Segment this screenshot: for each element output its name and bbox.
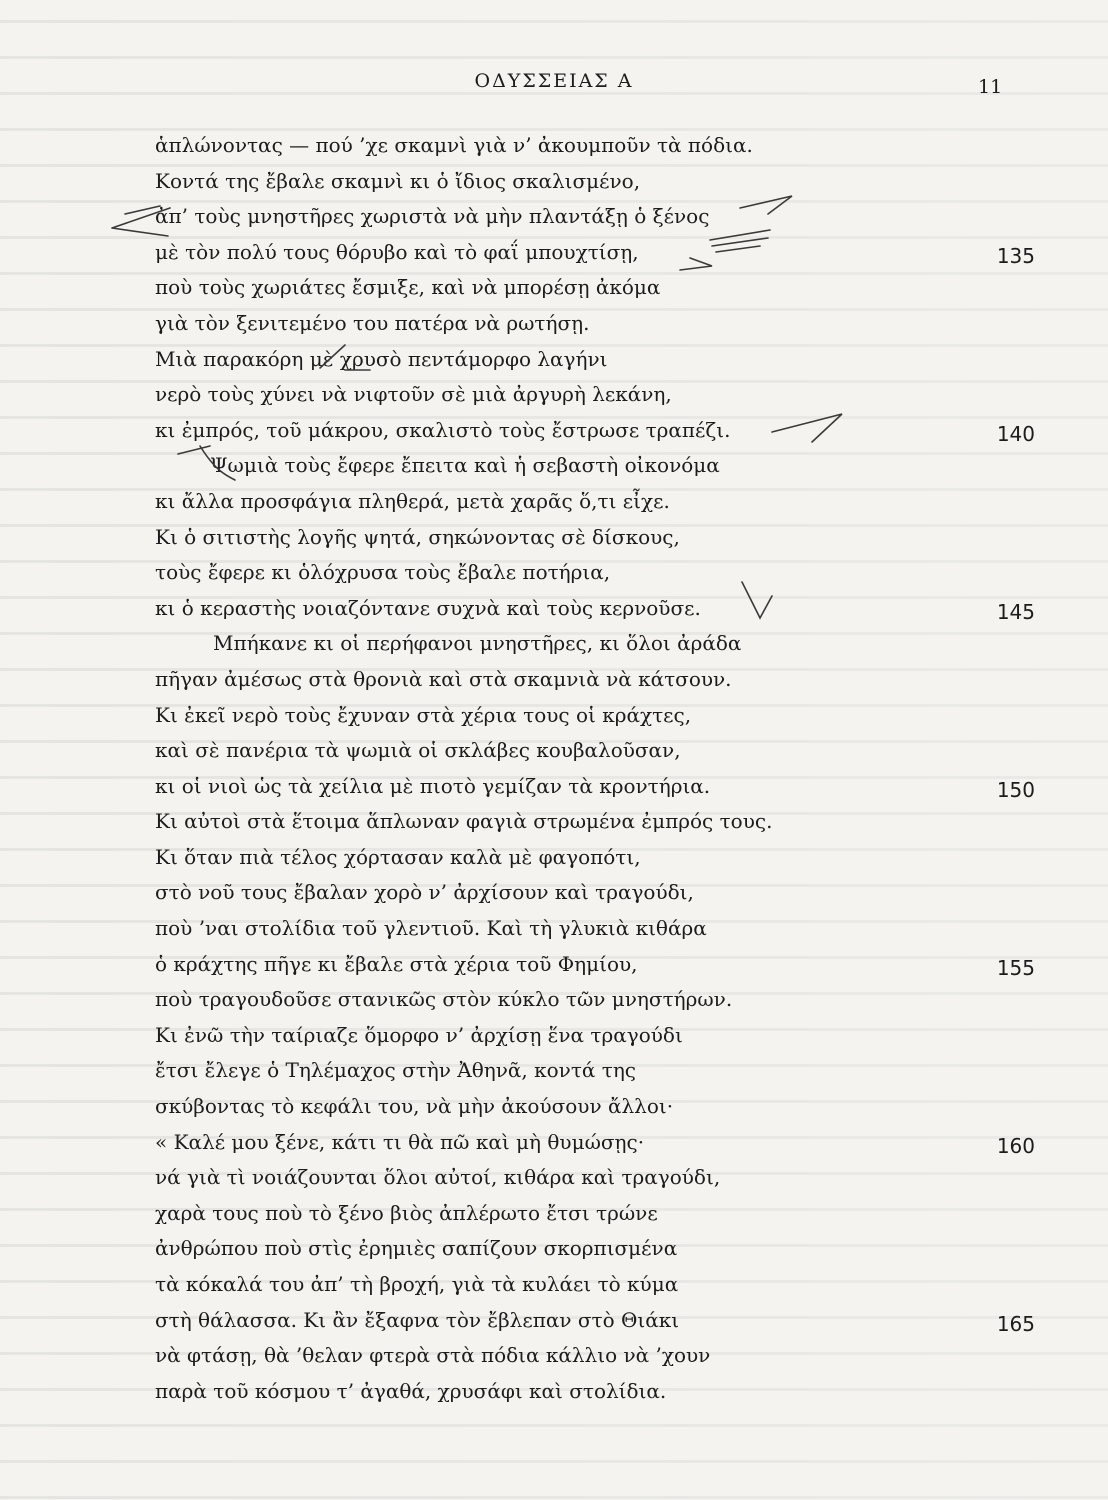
verse-text: κι οἱ νιοὶ ὡς τὰ χείλια μὲ πιοτὸ γεμίζαν τὰ κροντήρια.	[155, 773, 711, 798]
verse-line	[155, 662, 1035, 698]
verse-text: Κι ὁ σιτιστὴς λογῆς ψητά, σηκώνοντας σὲ δίσκους,	[155, 524, 680, 549]
verse-line	[155, 1303, 1035, 1339]
verse-line	[155, 769, 1035, 805]
verse-line	[155, 1374, 1035, 1410]
verse-line	[155, 342, 1035, 378]
verse-line	[155, 270, 1035, 306]
verse-text: σκύβοντας τὸ κεφάλι του, νὰ μὴν ἀκούσουν ἄλλοι·	[155, 1094, 674, 1119]
verse-line	[155, 1125, 1035, 1161]
verse-text: Κοντά της ἔβαλε σκαμνὶ κι ὁ ἴδιος σκαλισμένο,	[155, 168, 641, 193]
verse-text: τὰ κόκαλά του ἀπ’ τὴ βροχή, γιὰ τὰ κυλάει τὸ κύμα	[155, 1272, 679, 1296]
verse-line	[155, 1267, 1035, 1303]
verse-text: χαρὰ τους ποὺ τὸ ξένο βιὸς ἀπλέρωτο ἔτσι τρώνε	[155, 1200, 658, 1225]
verse-text: νά γιὰ τὶ νοιάζουνται ὅλοι αὐτοί, κιθάρα καὶ τραγούδι,	[155, 1165, 721, 1190]
verse-line	[155, 698, 1035, 734]
verse-text: Κι ἐκεῖ νερὸ τοὺς ἔχυναν στὰ χέρια τους οἱ κράχτες,	[155, 702, 692, 727]
verse-line	[155, 1053, 1035, 1089]
verse-line	[155, 413, 1035, 449]
verse-line	[155, 520, 1035, 556]
line-number: 155	[996, 955, 1035, 980]
page-number: 11	[978, 76, 1003, 98]
verse-line	[155, 448, 1035, 484]
verse-text: ὁ κράχτης πῆγε κι ἔβαλε στὰ χέρια τοῦ Φημίου,	[155, 951, 638, 976]
line-number: 150	[996, 777, 1035, 802]
verse-line	[155, 982, 1035, 1018]
verse-text: πῆγαν ἀμέσως στὰ θρονιὰ καὶ στὰ σκαμνιὰ νὰ κάτσουν.	[155, 666, 732, 691]
verse-text: ποὺ τραγουδοῦσε στανικῶς στὸν κύκλο τῶν μνηστήρων.	[155, 987, 733, 1012]
verse-text: ἁπλώνοντας — πού ’χε σκαμνὶ γιὰ ν’ ἀκουμποῦν τὰ πόδια.	[155, 133, 753, 157]
verse-text: κι ὁ κεραστὴς νοιαζόντανε συχνὰ καὶ τοὺς κερνοῦσε.	[155, 595, 701, 620]
verse-text: παρὰ τοῦ κόσμου τ’ ἀγαθά, χρυσάφι καὶ στολίδια.	[155, 1378, 667, 1403]
line-number: 135	[996, 243, 1035, 268]
verse-line	[155, 947, 1035, 983]
verse-text: κι ἄλλα προσφάγια πληθερά, μετὰ χαρᾶς ὅ,τι εἶχε.	[155, 488, 670, 513]
verse-text: γιὰ τὸν ξενιτεμένο του πατέρα νὰ ρωτήσῃ.	[155, 310, 590, 335]
verse-line	[155, 804, 1035, 840]
verse-line	[155, 591, 1035, 627]
verse-text: στὸ νοῦ τους ἔβαλαν χορὸ ν’ ἀρχίσουν καὶ τραγούδι,	[155, 880, 694, 905]
verse-line	[155, 164, 1035, 200]
verse-text: νερὸ τοὺς χύνει νὰ νιφτοῦν σὲ μιὰ ἀργυρὴ λεκάνη,	[155, 382, 672, 407]
verse-line	[155, 128, 1035, 164]
verse-text: νὰ φτάσῃ, θὰ ’θελαν φτερὰ στὰ πόδια κάλλιο νὰ ’χουν	[155, 1343, 711, 1368]
line-number: 165	[996, 1311, 1035, 1336]
verse-text: μὲ τὸν πολύ τους θόρυβο καὶ τὸ φαΐ μπουχτίσῃ,	[155, 239, 639, 264]
verse-text: ἀπ’ τοὺς μνηστῆρες χωριστὰ νὰ μὴν πλαντάξῃ ὁ ξένος	[155, 204, 710, 229]
verse-text: « Καλέ μου ξένε, κάτι τι θὰ πῶ καὶ μὴ θυμώσῃς·	[155, 1129, 645, 1154]
verse-line	[155, 840, 1035, 876]
verse-line	[155, 911, 1035, 947]
verse-text: ἀνθρώπου ποὺ στὶς ἐρημιὲς σαπίζουν σκορπισμένα	[155, 1236, 678, 1261]
verse-text: τοὺς ἔφερε κι ὁλόχρυσα τοὺς ἔβαλε ποτήρια,	[155, 560, 611, 585]
running-title: ΟΔΥΣΣΕΙΑΣ Α	[474, 70, 634, 92]
verse-line	[155, 306, 1035, 342]
verse-text: Κι αὐτοὶ στὰ ἕτοιμα ἅπλωναν φαγιὰ στρωμένα ἐμπρός τους.	[155, 809, 773, 834]
verse-line	[155, 199, 1035, 235]
verse-line	[155, 875, 1035, 911]
verse-text: Μιὰ παρακόρη μὲ χρυσὸ πεντάμορφο λαγήνι	[155, 346, 608, 371]
verse-text: ποὺ ’ναι στολίδια τοῦ γλεντιοῦ. Καὶ τὴ γλυκιὰ κιθάρα	[155, 916, 707, 941]
line-number: 160	[996, 1133, 1035, 1158]
verse-line	[155, 1338, 1035, 1374]
verse-text: Κι ἐνῶ τὴν ταίριαζε ὅμορφο ν’ ἀρχίσῃ ἕνα τραγούδι	[155, 1022, 683, 1047]
verse-list	[155, 128, 1035, 1409]
verse-line	[155, 377, 1035, 413]
verse-text: κι ἐμπρός, τοῦ μάκρου, σκαλιστὸ τοὺς ἔστρωσε τραπέζι.	[155, 417, 731, 442]
verse-line	[155, 1018, 1035, 1054]
verse-line	[155, 733, 1035, 769]
line-number: 140	[996, 421, 1035, 446]
verse-text: ἔτσι ἔλεγε ὁ Τηλέμαχος στὴν Ἀθηνᾶ, κοντά της	[155, 1058, 637, 1083]
line-number: 145	[996, 599, 1035, 624]
verse-line	[155, 1089, 1035, 1125]
verse-text: Ψωμιὰ τοὺς ἔφερε ἔπειτα καὶ ἡ σεβαστὴ οἰκονόμα	[210, 453, 720, 478]
verse-line	[155, 235, 1035, 271]
verse-line	[155, 1160, 1035, 1196]
verse-line	[155, 484, 1035, 520]
verse-text: ποὺ τοὺς χωριάτες ἔσμιξε, καὶ νὰ μπορέσῃ ἀκόμα	[155, 275, 661, 300]
verse-text: στὴ θάλασσα. Κι ἂν ἔξαφνα τὸν ἔβλεπαν στὸ Θιάκι	[155, 1307, 680, 1332]
verse-text: Κι ὅταν πιὰ τέλος χόρτασαν καλὰ μὲ φαγοπότι,	[155, 844, 641, 869]
verse-line	[155, 1196, 1035, 1232]
verse-text: Μπήκανε κι οἱ περήφανοι μνηστῆρες, κι ὅλοι ἀράδα	[213, 631, 742, 656]
verse-line	[155, 626, 1035, 662]
verse-text: καὶ σὲ πανέρια τὰ ψωμιὰ οἱ σκλάβες κουβαλοῦσαν,	[155, 738, 681, 763]
verse-line	[155, 1231, 1035, 1267]
verse-line	[155, 555, 1035, 591]
